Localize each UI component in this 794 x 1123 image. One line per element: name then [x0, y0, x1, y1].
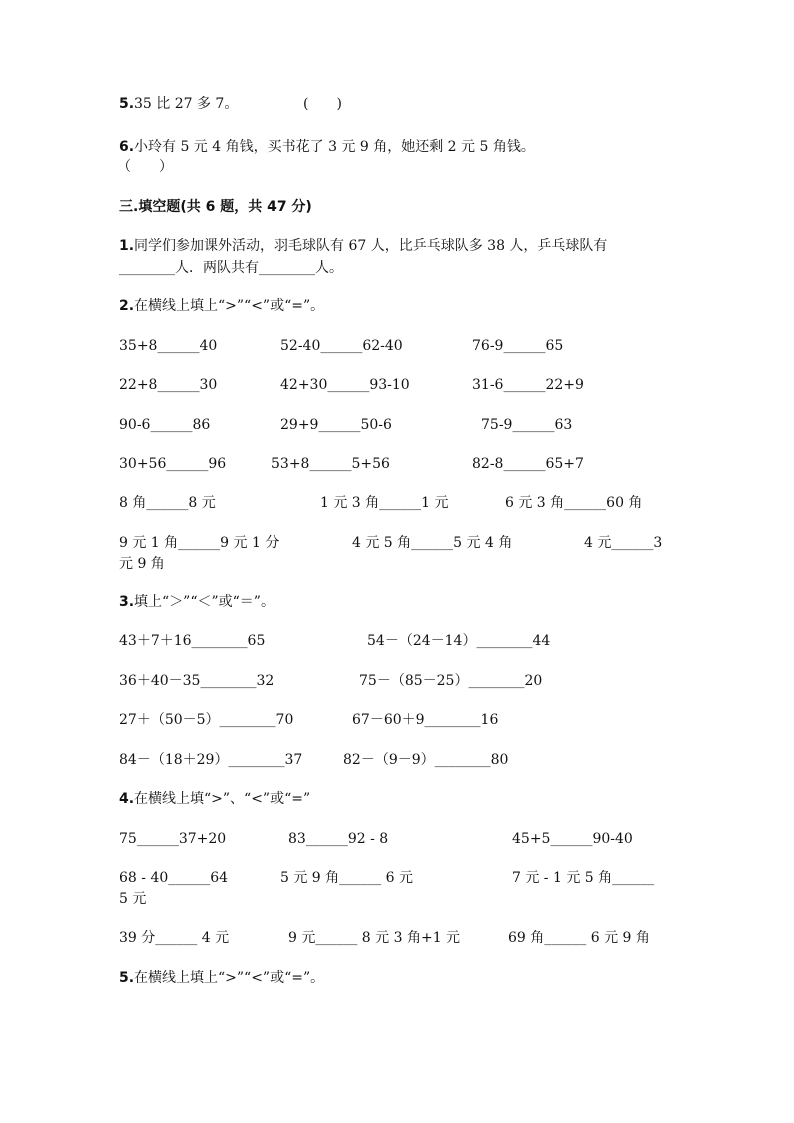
judge-item-6 [0, 137, 794, 157]
compare-item[interactable]: 54－（24－14）________44 [367, 633, 551, 649]
compare-row [0, 631, 794, 651]
question-instruction: 在横线上填“>”、“<”或“=” [134, 791, 311, 807]
compare-item[interactable]: 39 分______ 4 元 [119, 930, 230, 946]
compare-item[interactable]: 31-6______22+9 [472, 377, 584, 393]
judge-item-6-bracket-line [0, 157, 794, 177]
compare-item[interactable]: 27＋（50－5）________70 [119, 712, 294, 728]
compare-item[interactable]: 8 角______8 元 [119, 495, 216, 511]
compare-item[interactable]: 6 元 3 角______60 角 [505, 495, 643, 511]
compare-item[interactable]: 52-40______62-40 [280, 338, 403, 354]
compare-item[interactable]: 29+9______50-6 [280, 417, 392, 433]
judge-item-5 [0, 94, 794, 114]
compare-item[interactable]: 43＋7＋16________65 [119, 633, 266, 649]
question-text: 35 比 27 多 7。 [134, 96, 239, 112]
compare-item-continuation: 5 元 [119, 891, 147, 907]
compare-row [0, 671, 794, 691]
question-3 [0, 592, 794, 612]
compare-item[interactable]: 67－60＋9________16 [352, 712, 499, 728]
compare-item[interactable]: 68 - 40______64 [119, 870, 229, 886]
compare-item[interactable]: 90-6______86 [119, 417, 211, 433]
compare-row [0, 375, 794, 395]
question-number: 6. [119, 139, 135, 155]
compare-item[interactable]: 84－（18＋29）________37 [119, 752, 303, 768]
compare-row-wrap [0, 889, 794, 909]
question-number: 2. [119, 298, 135, 314]
compare-row [0, 533, 794, 553]
compare-item[interactable]: 76-9______65 [472, 338, 564, 354]
question-4 [0, 789, 794, 809]
compare-item[interactable]: 82－（9－9）________80 [343, 752, 509, 768]
compare-item[interactable]: 35+8______40 [119, 338, 218, 354]
compare-item[interactable]: 45+5______90-40 [512, 831, 633, 847]
question-number: 3. [119, 594, 135, 610]
question-instruction: 填上“＞”“＜”或“＝”。 [134, 594, 275, 610]
compare-row [0, 336, 794, 356]
answer-bracket[interactable]: ( ) [303, 96, 342, 112]
compare-item[interactable]: 36＋40－35________32 [119, 673, 275, 689]
compare-item[interactable]: 42+30______93-10 [280, 377, 410, 393]
question-2 [0, 296, 794, 316]
compare-item[interactable]: 83______92 - 8 [288, 831, 389, 847]
compare-item[interactable]: 22+8______30 [119, 377, 218, 393]
compare-item[interactable]: 53+8______5+56 [271, 456, 390, 472]
section-title: 三.填空题(共 6 题，共 47 分) [119, 199, 312, 215]
question-text: 小玲有 5 元 4 角钱，买书花了 3 元 9 角，她还剩 2 元 5 角钱。 [134, 139, 535, 155]
compare-item[interactable]: 30+56______96 [119, 456, 227, 472]
question-number: 4. [119, 791, 135, 807]
compare-item[interactable]: 5 元 9 角______ 6 元 [280, 870, 413, 886]
question-5 [0, 968, 794, 988]
compare-item[interactable]: 9 元______ 8 元 3 角+1 元 [288, 930, 461, 946]
question-instruction: 在横线上填上“>”“<”或“=”。 [134, 298, 325, 314]
question-1-continuation [0, 258, 794, 278]
compare-row-wrap [0, 554, 794, 574]
question-text[interactable]: ________人．两队共有________人。 [119, 260, 343, 276]
compare-row [0, 415, 794, 435]
question-number: 1. [119, 238, 135, 254]
compare-item[interactable]: 75-9______63 [481, 417, 573, 433]
answer-bracket[interactable]: （ ） [117, 159, 173, 175]
compare-item[interactable]: 75－（85－25）________20 [359, 673, 543, 689]
compare-row [0, 710, 794, 730]
compare-row [0, 454, 794, 474]
compare-row [0, 928, 794, 948]
compare-item[interactable]: 69 角______ 6 元 9 角 [508, 930, 650, 946]
compare-item[interactable]: 9 元 1 角______9 元 1 分 [119, 535, 280, 551]
compare-item[interactable]: 7 元 - 1 元 5 角______ [512, 870, 655, 886]
compare-row [0, 868, 794, 888]
question-number: 5. [119, 96, 135, 112]
compare-item[interactable]: 4 元______3 [584, 535, 663, 551]
compare-item[interactable]: 4 元 5 角______5 元 4 角 [352, 535, 513, 551]
compare-item[interactable]: 1 元 3 角______1 元 [320, 495, 449, 511]
compare-item[interactable]: 82-8______65+7 [472, 456, 584, 472]
question-number: 5. [119, 970, 135, 986]
section-heading [0, 197, 794, 217]
compare-row [0, 829, 794, 849]
question-text: 同学们参加课外活动，羽毛球队有 67 人，比乒乓球队多 38 人，乒乓球队有 [134, 238, 608, 254]
compare-row [0, 750, 794, 770]
compare-item-continuation: 元 9 角 [119, 556, 165, 572]
compare-item[interactable]: 75______37+20 [119, 831, 227, 847]
question-instruction: 在横线上填上“>”“<”或“=”。 [134, 970, 325, 986]
compare-row [0, 493, 794, 513]
question-1 [0, 236, 794, 256]
